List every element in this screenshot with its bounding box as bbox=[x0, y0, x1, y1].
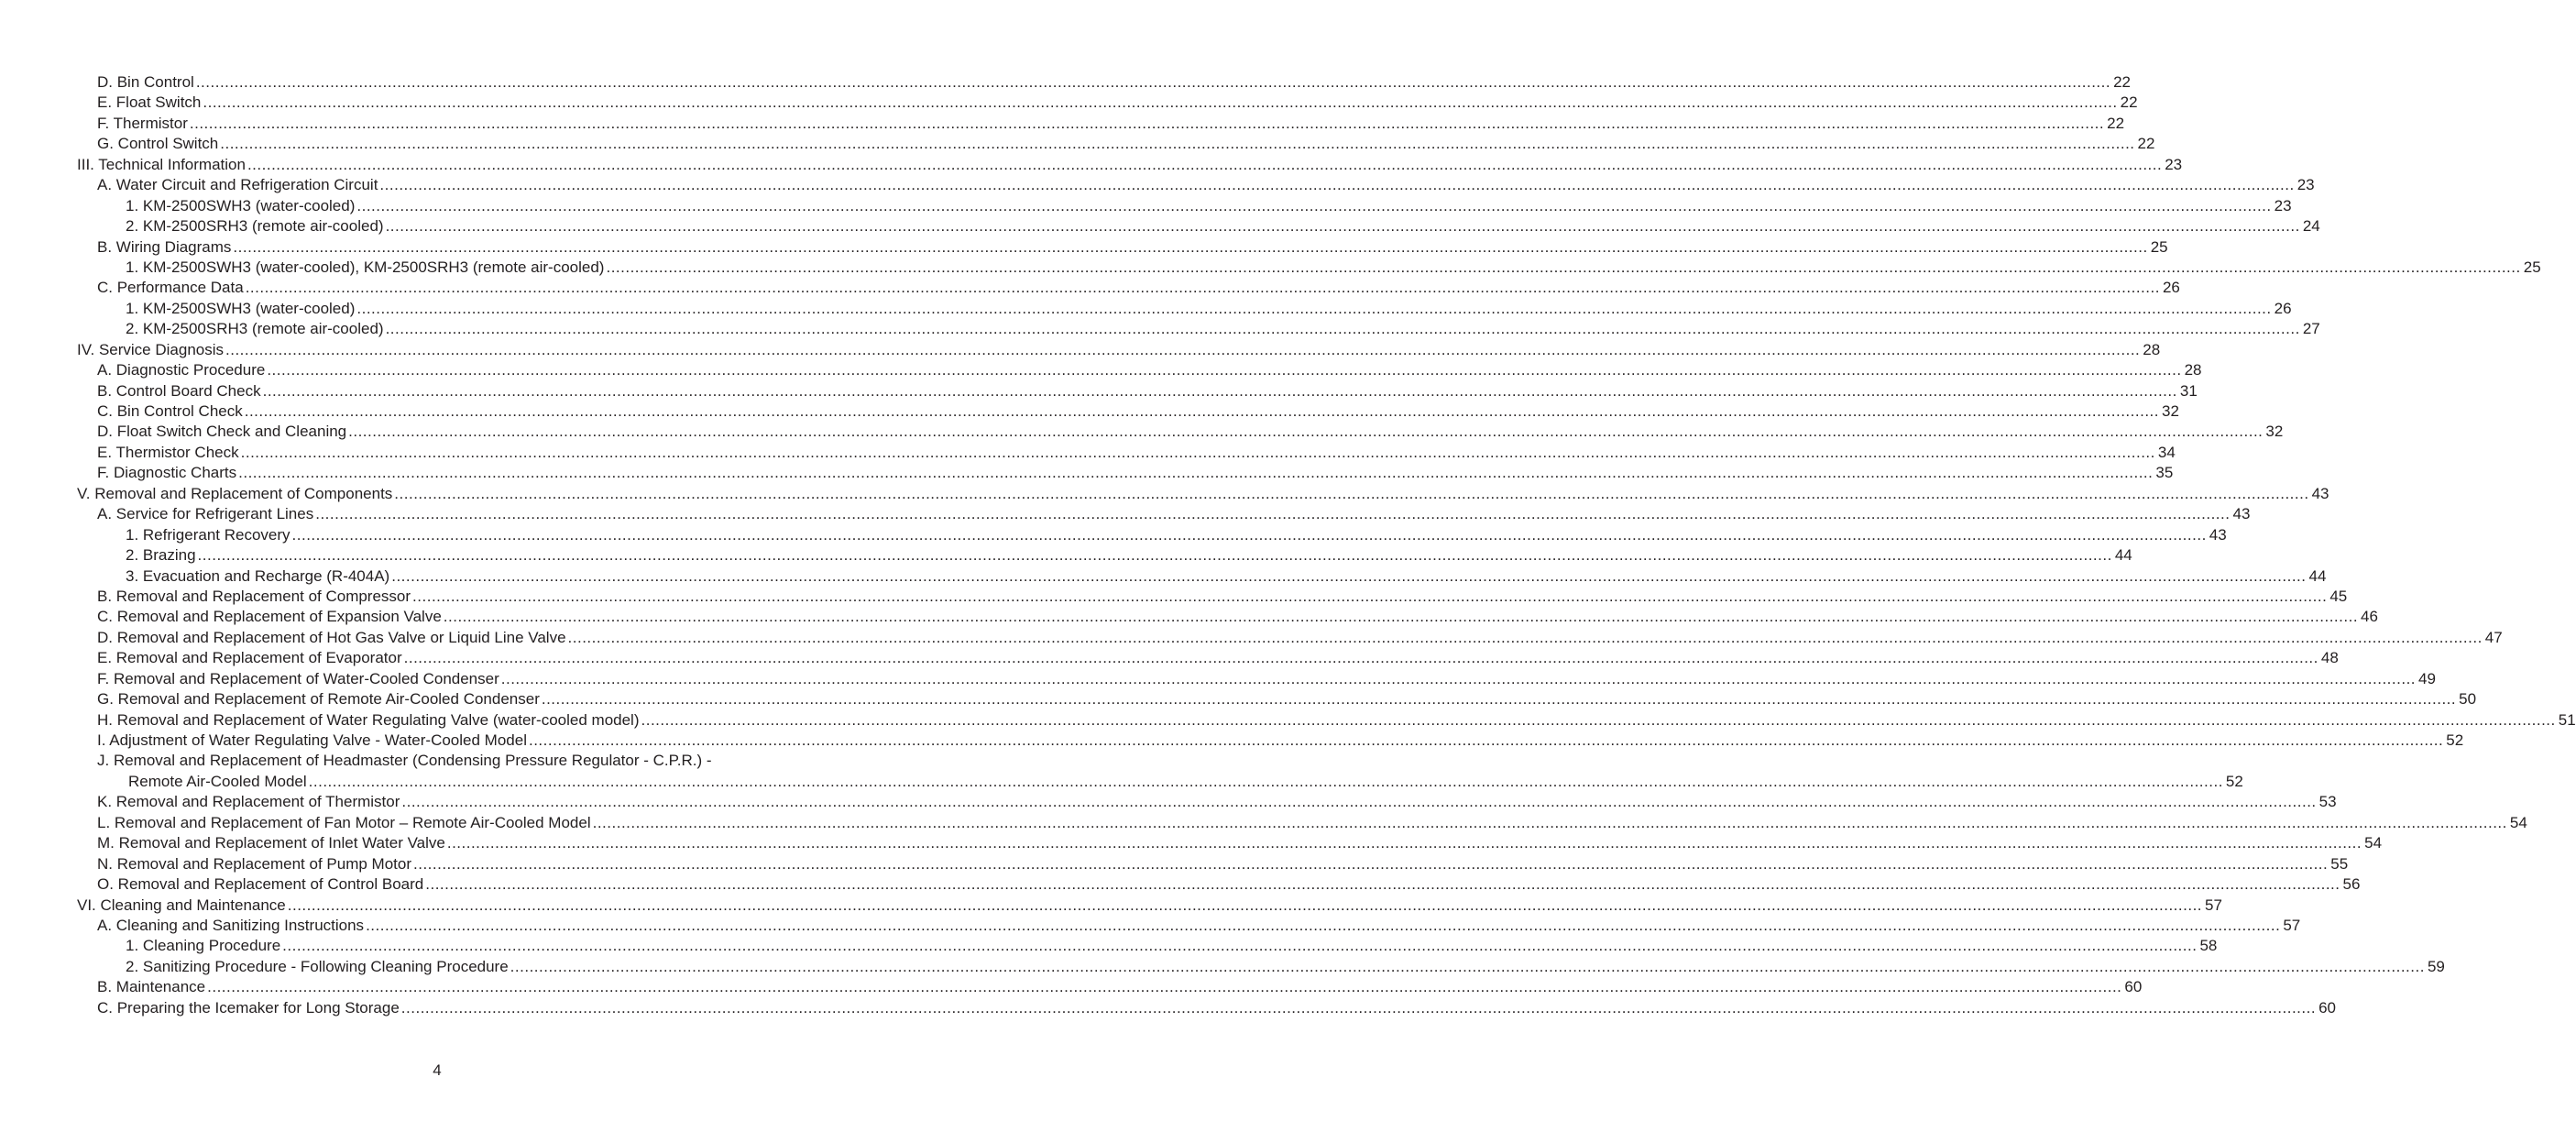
toc-entry bbox=[0, 484, 2329, 504]
toc-entry-title: H. Removal and Replacement of Water Regulating Valve (water-cooled model) bbox=[97, 710, 641, 731]
toc-entry-page: 23 bbox=[2165, 155, 2183, 173]
toc-entry bbox=[0, 998, 2336, 1018]
toc-entry-line bbox=[97, 237, 2168, 258]
toc-entry bbox=[0, 196, 2292, 216]
toc-entry-page: 32 bbox=[2265, 423, 2284, 441]
toc-entry-page: 28 bbox=[2184, 361, 2202, 379]
toc-entry-page: 47 bbox=[2484, 628, 2503, 646]
toc-entry-line bbox=[97, 381, 2198, 401]
toc-entry-title: 1. Refrigerant Recovery bbox=[126, 525, 292, 545]
toc-entry-page: 27 bbox=[2302, 320, 2320, 338]
toc-entry-title: 3. Evacuation and Recharge (R-404A) bbox=[126, 566, 391, 587]
dot-leader: ................................................................................................................................................................................................................................................................................................................................................................................................................ bbox=[567, 628, 2483, 646]
toc-entry-line bbox=[97, 134, 2155, 154]
toc-entry-title: C. Performance Data bbox=[97, 278, 246, 298]
toc-entry bbox=[0, 587, 2348, 607]
toc-entry-line bbox=[97, 587, 2348, 607]
toc-entry-page: 52 bbox=[2225, 772, 2243, 790]
dot-leader: ................................................................................................................................................................................................................................................................................................................................................................................................................ bbox=[528, 731, 2444, 749]
toc-entry-line bbox=[77, 484, 2329, 504]
dot-leader: ................................................................................................................................................................................................................................................................................................................................................................................................................ bbox=[356, 299, 2272, 317]
toc-entry-line bbox=[97, 175, 2315, 195]
toc-entry-page: 51 bbox=[2558, 710, 2576, 729]
toc-entry-line bbox=[126, 936, 2218, 956]
dot-leader: ................................................................................................................................................................................................................................................................................................................................................................................................................ bbox=[207, 978, 2122, 996]
toc-entry-line bbox=[126, 319, 2320, 339]
toc-entry bbox=[0, 114, 2125, 134]
toc-entry bbox=[0, 545, 2132, 566]
toc-entry bbox=[0, 689, 2477, 709]
toc-entry-title: G. Removal and Replacement of Remote Air-Cooled Condenser bbox=[97, 689, 542, 709]
toc-entry-title: G. Control Switch bbox=[97, 134, 220, 154]
toc-entry-title: B. Maintenance bbox=[97, 977, 207, 997]
dot-leader: ................................................................................................................................................................................................................................................................................................................................................................................................................ bbox=[606, 258, 2521, 276]
toc-entry-title: C. Removal and Replacement of Expansion Valve bbox=[97, 607, 444, 627]
toc-entry-line bbox=[126, 258, 2541, 278]
toc-entry bbox=[0, 319, 2320, 339]
toc-entry bbox=[0, 463, 2174, 483]
toc-entry-page: 53 bbox=[2318, 793, 2337, 811]
toc-entry-title: III. Technical Information bbox=[77, 155, 247, 175]
toc-entry-line bbox=[126, 566, 2327, 587]
toc-entry bbox=[0, 772, 2243, 792]
toc-entry-line bbox=[97, 977, 2143, 997]
toc-entry-title: IV. Service Diagnosis bbox=[77, 340, 225, 360]
toc-entry-title: I. Adjustment of Water Regulating Valve - Water-Cooled Model bbox=[97, 731, 529, 751]
toc-entry-line bbox=[97, 813, 2527, 833]
toc-entry-page: 43 bbox=[2232, 505, 2251, 523]
toc-entry-title: D. Removal and Replacement of Hot Gas Valve or Liquid Line Valve bbox=[97, 628, 568, 648]
toc-entry bbox=[0, 216, 2320, 236]
dot-leader: ................................................................................................................................................................................................................................................................................................................................................................................................................ bbox=[366, 916, 2281, 934]
toc-entry-title: O. Removal and Replacement of Control Board bbox=[97, 874, 425, 895]
toc-entry bbox=[0, 237, 2168, 258]
toc-entry bbox=[0, 628, 2503, 648]
toc-entry-title: C. Preparing the Icemaker for Long Storage bbox=[97, 998, 401, 1018]
toc-entry-page: 25 bbox=[2523, 258, 2541, 276]
dot-leader: ................................................................................................................................................................................................................................................................................................................................................................................................................ bbox=[315, 505, 2231, 523]
dot-leader: ................................................................................................................................................................................................................................................................................................................................................................................................................ bbox=[403, 649, 2318, 667]
toc-entry-page: 22 bbox=[2113, 73, 2132, 91]
dot-leader: ................................................................................................................................................................................................................................................................................................................................................................................................................ bbox=[267, 361, 2182, 379]
toc-entry bbox=[0, 381, 2198, 401]
dot-leader: ................................................................................................................................................................................................................................................................................................................................................................................................................ bbox=[385, 217, 2300, 236]
toc-entry bbox=[0, 896, 2222, 916]
dot-leader: ................................................................................................................................................................................................................................................................................................................................................................................................................ bbox=[401, 793, 2317, 811]
toc-entry-page: 35 bbox=[2155, 464, 2174, 482]
dot-leader: ................................................................................................................................................................................................................................................................................................................................................................................................................ bbox=[197, 546, 2112, 565]
toc-entry-line bbox=[126, 545, 2132, 566]
toc-entry-page: 43 bbox=[2209, 525, 2227, 544]
toc-entry-page: 44 bbox=[2114, 546, 2132, 565]
toc-entry-page: 22 bbox=[2120, 93, 2138, 112]
dot-leader: ................................................................................................................................................................................................................................................................................................................................................................................................................ bbox=[394, 484, 2309, 502]
dot-leader: ................................................................................................................................................................................................................................................................................................................................................................................................................ bbox=[391, 566, 2307, 585]
toc-entry-line bbox=[97, 833, 2383, 853]
dot-leader: ................................................................................................................................................................................................................................................................................................................................................................................................................ bbox=[240, 443, 2155, 461]
toc-entry-title: B. Control Board Check bbox=[97, 381, 263, 401]
toc-entry-page: 52 bbox=[2446, 731, 2464, 749]
toc-entry-title: N. Removal and Replacement of Pump Motor bbox=[97, 854, 413, 874]
toc-entry-page: 45 bbox=[2329, 587, 2348, 605]
toc-entry-title: VI. Cleaning and Maintenance bbox=[77, 896, 288, 916]
toc-entry bbox=[0, 957, 2445, 977]
dot-leader: ................................................................................................................................................................................................................................................................................................................................................................................................................ bbox=[356, 196, 2272, 214]
toc-entry-page: 43 bbox=[2311, 484, 2329, 502]
dot-leader: ................................................................................................................................................................................................................................................................................................................................................................................................................ bbox=[500, 669, 2417, 687]
toc-entry-title: M. Removal and Replacement of Inlet Water Valve bbox=[97, 833, 447, 853]
dot-leader: ................................................................................................................................................................................................................................................................................................................................................................................................................ bbox=[282, 937, 2198, 955]
toc-entry-title: 1. KM-2500SWH3 (water-cooled) bbox=[126, 196, 356, 216]
toc-entry-title: 1. Cleaning Procedure bbox=[126, 936, 282, 956]
toc-entry bbox=[0, 504, 2251, 524]
dot-leader: ................................................................................................................................................................................................................................................................................................................................................................................................................ bbox=[225, 340, 2141, 358]
toc-entry-line bbox=[126, 957, 2445, 977]
dot-leader: ................................................................................................................................................................................................................................................................................................................................................................................................................ bbox=[592, 813, 2507, 831]
toc-entry bbox=[0, 525, 2227, 545]
dot-leader: ................................................................................................................................................................................................................................................................................................................................................................................................................ bbox=[541, 690, 2457, 709]
toc-entry-line bbox=[97, 998, 2336, 1018]
toc-entry-page: 22 bbox=[2137, 135, 2155, 153]
dot-leader: ................................................................................................................................................................................................................................................................................................................................................................................................................ bbox=[413, 854, 2329, 873]
dot-leader: ................................................................................................................................................................................................................................................................................................................................................................................................................ bbox=[233, 237, 2148, 256]
toc-entry-page: 24 bbox=[2302, 217, 2320, 236]
table-of-contents bbox=[0, 72, 2576, 1018]
toc-entry-page: 54 bbox=[2509, 813, 2527, 831]
toc-entry bbox=[0, 155, 2183, 175]
toc-entry-line bbox=[97, 607, 2378, 627]
toc-entry-line bbox=[97, 443, 2176, 463]
page-number: 4 bbox=[433, 1061, 442, 1079]
dot-leader: ................................................................................................................................................................................................................................................................................................................................................................................................................ bbox=[385, 320, 2300, 338]
toc-entry-page: 26 bbox=[2274, 299, 2292, 317]
dot-leader: ................................................................................................................................................................................................................................................................................................................................................................................................................ bbox=[244, 402, 2159, 420]
toc-entry-page: 54 bbox=[2364, 834, 2383, 852]
toc-entry bbox=[0, 72, 2132, 93]
toc-entry-title: F. Thermistor bbox=[97, 114, 190, 134]
toc-entry bbox=[0, 916, 2301, 936]
toc-entry-title: B. Removal and Replacement of Compressor bbox=[97, 587, 412, 607]
dot-leader: ................................................................................................................................................................................................................................................................................................................................................................................................................ bbox=[291, 525, 2207, 544]
toc-entry-line bbox=[126, 196, 2292, 216]
toc-entry bbox=[0, 299, 2292, 319]
toc-entry-title: A. Service for Refrigerant Lines bbox=[97, 504, 315, 524]
toc-entry-title: V. Removal and Replacement of Components bbox=[77, 484, 394, 504]
toc-entry bbox=[0, 977, 2143, 997]
toc-entry bbox=[0, 813, 2527, 833]
toc-entry-title: Remote Air-Cooled Model bbox=[128, 772, 309, 792]
toc-entry-line bbox=[126, 525, 2227, 545]
dot-leader: ................................................................................................................................................................................................................................................................................................................................................................................................................ bbox=[247, 155, 2163, 173]
toc-entry bbox=[0, 443, 2176, 463]
toc-entry-line bbox=[126, 299, 2292, 319]
toc-entry bbox=[0, 278, 2180, 298]
toc-entry bbox=[0, 710, 2576, 731]
toc-entry-page: 55 bbox=[2330, 854, 2349, 873]
toc-entry-title: 2. Sanitizing Procedure - Following Cleaning Procedure bbox=[126, 957, 510, 977]
toc-entry-title: F. Removal and Replacement of Water-Cooled Condenser bbox=[97, 669, 501, 689]
toc-entry-title: 1. KM-2500SWH3 (water-cooled), KM-2500SRH3 (remote air-cooled) bbox=[126, 258, 606, 278]
toc-entry-page: 32 bbox=[2162, 402, 2179, 420]
toc-entry bbox=[0, 731, 2464, 751]
toc-entry bbox=[0, 607, 2378, 627]
dot-leader: ................................................................................................................................................................................................................................................................................................................................................................................................................ bbox=[412, 587, 2328, 605]
toc-entry-line bbox=[97, 751, 771, 771]
toc-entry-title: E. Removal and Replacement of Evaporator bbox=[97, 648, 404, 668]
toc-entry-line bbox=[97, 648, 2339, 668]
toc-entry-line bbox=[97, 72, 2132, 93]
toc-entry-title: F. Diagnostic Charts bbox=[97, 463, 238, 483]
dot-leader: ................................................................................................................................................................................................................................................................................................................................................................................................................ bbox=[400, 998, 2317, 1017]
toc-entry-page: 26 bbox=[2162, 279, 2180, 297]
toc-entry-line bbox=[97, 916, 2301, 936]
toc-entry-line bbox=[97, 710, 2576, 731]
toc-entry-title: D. Float Switch Check and Cleaning bbox=[97, 422, 348, 442]
toc-entry-line bbox=[97, 689, 2477, 709]
toc-entry-title: 2. KM-2500SRH3 (remote air-cooled) bbox=[126, 319, 386, 339]
toc-entry-page: 28 bbox=[2143, 340, 2161, 358]
toc-entry-line bbox=[97, 401, 2179, 422]
toc-entry-title: K. Removal and Replacement of Thermistor bbox=[97, 792, 401, 812]
toc-entry-line bbox=[97, 792, 2337, 812]
dot-leader: ................................................................................................................................................................................................................................................................................................................................................................................................................ bbox=[443, 608, 2359, 626]
toc-entry-line bbox=[97, 463, 2174, 483]
toc-entry-title: 2. Brazing bbox=[126, 545, 198, 566]
dot-leader: ................................................................................................................................................................................................................................................................................................................................................................................................................ bbox=[287, 896, 2203, 914]
toc-entry-line bbox=[77, 155, 2183, 175]
toc-entry bbox=[0, 422, 2284, 442]
toc-entry-title: 2. KM-2500SRH3 (remote air-cooled) bbox=[126, 216, 386, 236]
toc-entry-line bbox=[97, 278, 2180, 298]
toc-entry-line bbox=[97, 114, 2125, 134]
toc-entry-title: 1. KM-2500SWH3 (water-cooled) bbox=[126, 299, 356, 319]
toc-entry-title: L. Removal and Replacement of Fan Motor – Remote Air-Cooled Model bbox=[97, 813, 593, 833]
toc-entry-page: 23 bbox=[2274, 196, 2292, 214]
toc-entry bbox=[0, 936, 2218, 956]
toc-entry bbox=[0, 566, 2327, 587]
toc-entry-page: 60 bbox=[2124, 978, 2143, 996]
toc-entry-line bbox=[97, 93, 2138, 113]
toc-entry-line bbox=[126, 216, 2320, 236]
toc-entry-page: 60 bbox=[2318, 998, 2336, 1017]
toc-entry bbox=[0, 751, 874, 771]
toc-entry-page: 34 bbox=[2157, 443, 2176, 461]
dot-leader: ................................................................................................................................................................................................................................................................................................................................................................................................................ bbox=[203, 93, 2118, 112]
toc-entry-page: 56 bbox=[2342, 875, 2361, 894]
toc-entry bbox=[0, 874, 2361, 895]
toc-entry-line bbox=[97, 731, 2464, 751]
dot-leader: ................................................................................................................................................................................................................................................................................................................................................................................................................ bbox=[446, 834, 2362, 852]
toc-entry-line bbox=[128, 772, 2243, 792]
toc-entry-line bbox=[97, 504, 2251, 524]
toc-entry bbox=[0, 854, 2349, 874]
toc-entry-title: D. Bin Control bbox=[97, 72, 196, 93]
toc-entry-title: A. Water Circuit and Refrigeration Circuit bbox=[97, 175, 379, 195]
toc-entry-page: 58 bbox=[2199, 937, 2218, 955]
toc-entry bbox=[0, 401, 2179, 422]
dot-leader: ................................................................................................................................................................................................................................................................................................................................................................................................................ bbox=[220, 135, 2135, 153]
toc-entry bbox=[0, 792, 2337, 812]
toc-entry-title: J. Removal and Replacement of Headmaster (Condensing Pressure Regulator - C.P.R.) - bbox=[97, 752, 712, 770]
toc-entry-page: 57 bbox=[2205, 896, 2222, 914]
toc-entry-page: 48 bbox=[2320, 649, 2339, 667]
toc-entry bbox=[0, 134, 2155, 154]
toc-entry bbox=[0, 669, 2436, 689]
toc-entry bbox=[0, 340, 2161, 360]
toc-entry-page: 46 bbox=[2361, 608, 2378, 626]
toc-entry-title: B. Wiring Diagrams bbox=[97, 237, 233, 258]
toc-entry-line bbox=[77, 896, 2222, 916]
toc-entry-page: 59 bbox=[2427, 957, 2445, 975]
toc-entry-line bbox=[77, 340, 2161, 360]
toc-entry-title: A. Cleaning and Sanitizing Instructions bbox=[97, 916, 366, 936]
dot-leader: ................................................................................................................................................................................................................................................................................................................................................................................................................ bbox=[189, 114, 2105, 132]
toc-entry bbox=[0, 648, 2339, 668]
toc-entry-line bbox=[97, 628, 2503, 648]
toc-entry-page: 44 bbox=[2308, 566, 2327, 585]
dot-leader: ................................................................................................................................................................................................................................................................................................................................................................................................................ bbox=[379, 176, 2295, 194]
dot-leader: ................................................................................................................................................................................................................................................................................................................................................................................................................ bbox=[308, 772, 2223, 790]
dot-leader: ................................................................................................................................................................................................................................................................................................................................................................................................................ bbox=[641, 710, 2556, 729]
toc-entry-line bbox=[97, 669, 2436, 689]
toc-entry bbox=[0, 258, 2541, 278]
toc-entry-line bbox=[97, 422, 2284, 442]
toc-entry-title: E. Thermistor Check bbox=[97, 443, 241, 463]
toc-entry-page: 25 bbox=[2150, 237, 2168, 256]
dot-leader: ................................................................................................................................................................................................................................................................................................................................................................................................................ bbox=[425, 875, 2340, 894]
toc-entry-page: 31 bbox=[2179, 381, 2198, 400]
dot-leader: ................................................................................................................................................................................................................................................................................................................................................................................................................ bbox=[510, 957, 2425, 975]
dot-leader: ................................................................................................................................................................................................................................................................................................................................................................................................................ bbox=[348, 423, 2264, 441]
toc-entry-line bbox=[97, 874, 2361, 895]
toc-entry bbox=[0, 360, 2202, 380]
toc-entry-title: A. Diagnostic Procedure bbox=[97, 360, 267, 380]
toc-entry bbox=[0, 833, 2383, 853]
toc-entry-page: 50 bbox=[2459, 690, 2477, 709]
toc-entry-title: E. Float Switch bbox=[97, 93, 203, 113]
toc-entry-page: 57 bbox=[2283, 916, 2301, 934]
toc-entry-line bbox=[97, 854, 2349, 874]
toc-entry bbox=[0, 175, 2315, 195]
toc-entry-line bbox=[97, 360, 2202, 380]
dot-leader: ................................................................................................................................................................................................................................................................................................................................................................................................................ bbox=[262, 381, 2177, 400]
toc-entry-page: 23 bbox=[2296, 176, 2315, 194]
dot-leader: ................................................................................................................................................................................................................................................................................................................................................................................................................ bbox=[195, 73, 2111, 91]
toc-entry bbox=[0, 93, 2138, 113]
toc-entry-page: 49 bbox=[2418, 669, 2436, 687]
dot-leader: ................................................................................................................................................................................................................................................................................................................................................................................................................ bbox=[245, 279, 2160, 297]
toc-entry-title: C. Bin Control Check bbox=[97, 401, 245, 422]
toc-entry-page: 22 bbox=[2107, 114, 2125, 132]
dot-leader: ................................................................................................................................................................................................................................................................................................................................................................................................................ bbox=[238, 464, 2154, 482]
